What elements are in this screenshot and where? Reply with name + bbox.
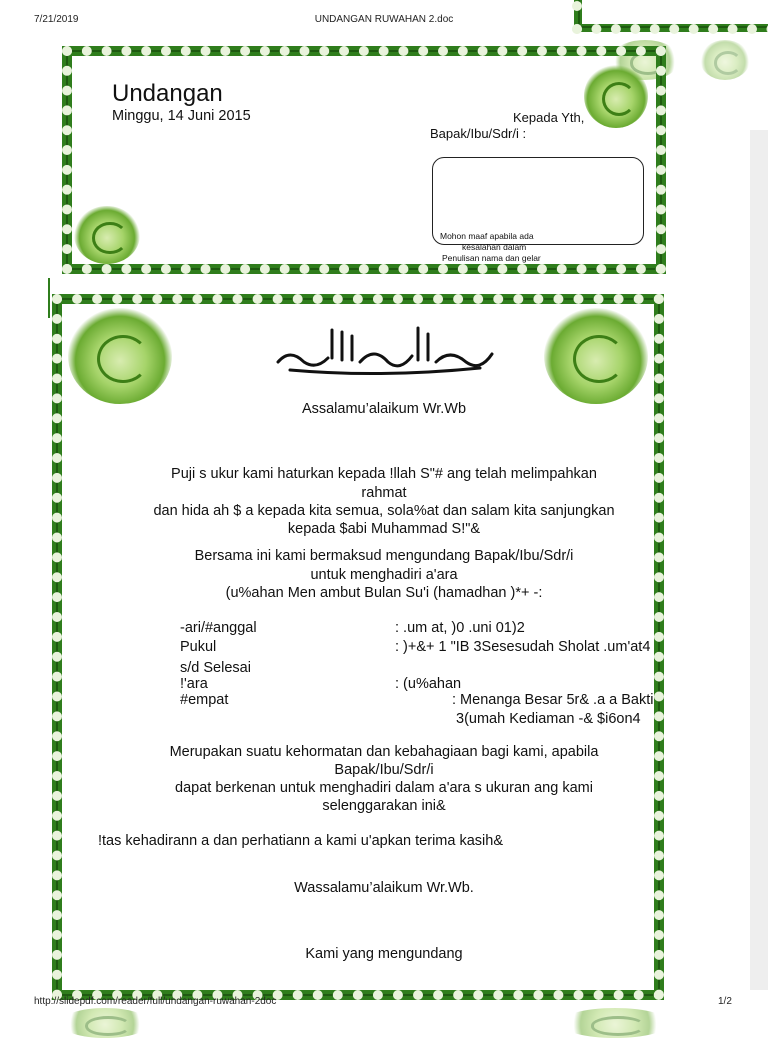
paragraph-3-line-2: Bapak/Ibu/Sdr/i xyxy=(334,762,434,778)
value-time: : )+&+ 1 "IB 3Sesesudah Sholat .um'at4 xyxy=(395,639,651,655)
leaf-ornament-icon xyxy=(68,308,172,404)
page-number: 1/2 xyxy=(718,996,732,1007)
recipient-heading: Kepada Yth, xyxy=(513,110,585,125)
greeting: Assalamu’alaikum Wr.Wb xyxy=(301,401,467,417)
note-line-2: kesalahan dalam xyxy=(462,242,527,252)
note-line-1: Mohon maaf apabila ada xyxy=(440,231,534,241)
source-url: http://slidepdf.com/reader/full/undangan-ruwahan-2doc xyxy=(34,996,277,1007)
paragraph-2-line-2: untuk menghadiri a'ara xyxy=(310,567,458,583)
label-time: Pukul xyxy=(180,639,217,655)
value-day-date: : .um at, )0 .uni 01)2 xyxy=(395,620,525,636)
paragraph-1-line-4: kepada $abi Muhammad S!"& xyxy=(287,521,481,537)
paragraph-3-line-4: selenggarakan ini& xyxy=(322,798,446,814)
document-title: UNDANGAN RUWAHAN 2.doc xyxy=(314,14,454,25)
note-line-3: Penulisan nama dan gelar xyxy=(442,253,541,263)
recipient-label: Bapak/Ibu/Sdr/i : xyxy=(430,126,527,141)
bismillah-calligraphy-icon xyxy=(270,318,500,378)
envelope-title: Undangan xyxy=(112,80,223,107)
print-date: 7/21/2019 xyxy=(34,14,79,25)
label-until: s/d Selesai xyxy=(180,660,251,676)
value-place-line-2: 3(umah Kediaman -& $i6on4 xyxy=(456,711,641,727)
thanks-line: !tas kehadirann a dan perhatiann a kami u'apkan terima kasih& xyxy=(98,833,503,849)
paragraph-2-line-1: Bersama ini kami bermaksud mengundang Bapak/Ibu/Sdr/i xyxy=(194,548,574,564)
label-event: !'ara xyxy=(180,676,208,692)
decorative-border-fragment xyxy=(574,0,768,32)
flourish-icon xyxy=(60,1008,150,1038)
leaf-ornament-icon xyxy=(584,64,648,128)
paragraph-1-line-1: Puji s ukur kami haturkan kepada !llah S"# ang telah melimpahkan xyxy=(171,466,597,482)
paragraph-2-line-3: (u%ahan Men ambut Bulan Su'i (hamadhan )*+ -: xyxy=(225,585,543,601)
value-event: : (u%ahan xyxy=(395,676,462,692)
flourish-icon xyxy=(560,1008,670,1038)
envelope-date: Minggu, 14 Juni 2015 xyxy=(112,108,251,124)
paragraph-1-line-2: rahmat xyxy=(361,485,407,501)
paragraph-1-line-3: dan hida ah $ a kepada kita semua, sola%at dan salam kita sanjungkan xyxy=(153,503,615,519)
label-day-date: -ari/#anggal xyxy=(180,620,257,636)
value-place-line-1: : Menanga Besar 5r& .a a Bakti xyxy=(452,692,654,708)
leaf-ornament-icon xyxy=(74,206,140,264)
leaf-ornament-icon xyxy=(544,308,648,404)
paragraph-3-line-1: Merupakan suatu kehormatan dan kebahagiaan bagi kami, apabila xyxy=(169,744,599,760)
signature-line: Kami yang mengundang xyxy=(305,946,463,962)
closing-salutation: Wassalamu’alaikum Wr.Wb. xyxy=(294,880,474,896)
paragraph-3-line-3: dapat berkenan untuk menghadiri dalam a'ara s ukuran ang kami xyxy=(175,780,593,796)
flourish-icon xyxy=(700,40,750,80)
divider-line xyxy=(48,278,50,318)
label-place: #empat xyxy=(180,692,229,708)
